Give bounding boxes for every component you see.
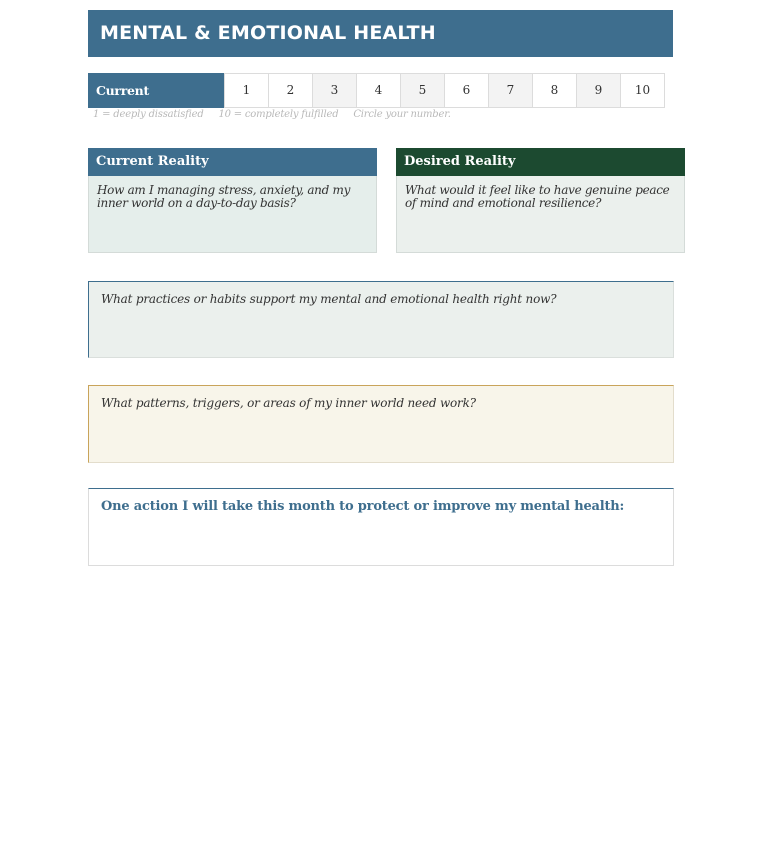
scale-option-8[interactable]: 8 — [532, 73, 577, 108]
scale-option-2[interactable]: 2 — [268, 73, 313, 108]
page-title: MENTAL & EMOTIONAL HEALTH — [88, 10, 673, 57]
scale-option-7[interactable]: 7 — [488, 73, 533, 108]
patterns-box[interactable] — [88, 385, 674, 463]
patterns-question: What patterns, triggers, or areas of my inner world need work? — [101, 396, 476, 410]
desired-reality-card[interactable] — [396, 148, 685, 253]
practices-box[interactable] — [88, 281, 674, 358]
scale-option-3[interactable]: 3 — [312, 73, 357, 108]
desired-reality-title: Desired Reality — [396, 148, 685, 176]
current-reality-title: Current Reality — [88, 148, 377, 176]
scale-option-9[interactable]: 9 — [576, 73, 621, 108]
scale-option-6[interactable]: 6 — [444, 73, 489, 108]
practices-question: What practices or habits support my mental and emotional health right now? — [101, 292, 557, 306]
satisfaction-hint: 1 = deeply dissatisfied 10 = completely fulfilled Circle your number. — [93, 109, 451, 120]
action-box[interactable] — [88, 488, 674, 566]
action-prompt: One action I will take this month to protect or improve my mental health: — [101, 499, 625, 514]
scale-option-1[interactable]: 1 — [224, 73, 269, 108]
current-reality-question: How am I managing stress, anxiety, and my inner world on a day-to-day basis? — [97, 183, 351, 210]
satisfaction-label: Current satisfaction — [88, 73, 225, 108]
desired-reality-question: What would it feel like to have genuine peace of mind and emotional resilience? — [405, 183, 670, 210]
scale-option-4[interactable]: 4 — [356, 73, 401, 108]
scale-option-10[interactable]: 10 — [620, 73, 665, 108]
current-reality-card[interactable] — [88, 148, 377, 253]
scale-option-5[interactable]: 5 — [400, 73, 445, 108]
